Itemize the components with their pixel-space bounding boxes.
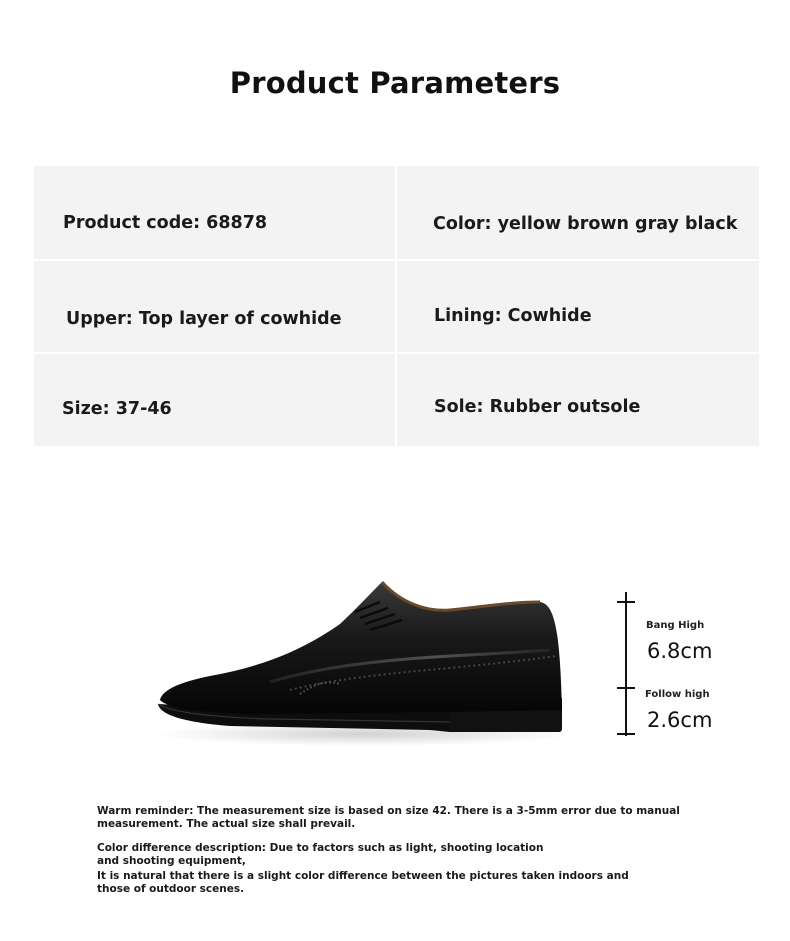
parameters-table (34, 166, 759, 446)
bang-high-label: Bang High (646, 620, 705, 631)
color-options: Color: yellow brown gray black (433, 214, 738, 234)
color-difference-note-2: It is natural that there is a slight color difference between the pictures taken indoors and those of outdoor scenes. (97, 870, 629, 895)
bang-high-value: 6.8cm (647, 639, 713, 663)
follow-high-label: Follow high (645, 689, 710, 700)
sole-material: Sole: Rubber outsole (434, 397, 641, 417)
height-measurements (612, 590, 762, 740)
upper-material: Upper: Top layer of cowhide (66, 309, 342, 329)
lining-material: Lining: Cowhide (434, 306, 592, 326)
table-divider-horizontal (34, 259, 759, 261)
warm-reminder: Warm reminder: The measurement size is based on size 42. There is a 3-5mm error due to manual measurement. The actual size shall prevail. (97, 805, 680, 830)
color-difference-note: Color difference description: Due to factors such as light, shooting location and shooting equipment, (97, 842, 544, 867)
table-divider-horizontal (34, 352, 759, 354)
follow-high-value: 2.6cm (647, 708, 713, 732)
page-title: Product Parameters (229, 66, 561, 100)
size-range: Size: 37-46 (62, 399, 172, 419)
table-divider-vertical (395, 166, 397, 446)
product-image-shoe (150, 572, 570, 752)
product-code: Product code: 68878 (63, 213, 268, 233)
